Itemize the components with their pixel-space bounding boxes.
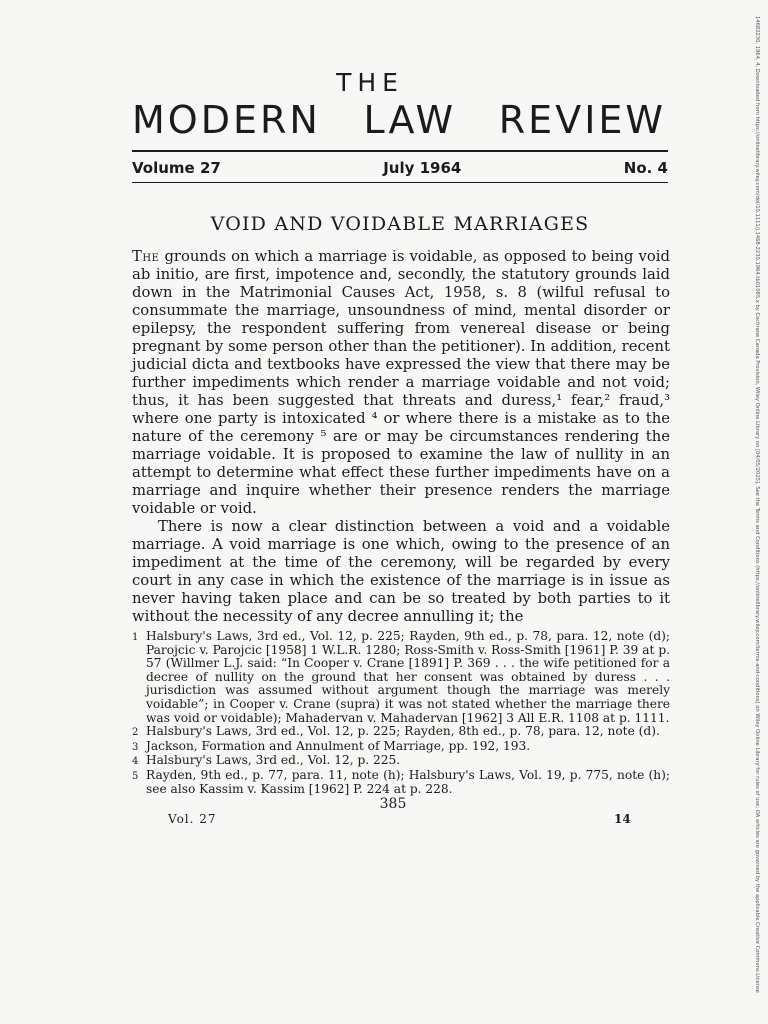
footer-signature: 14 (614, 812, 631, 826)
opening-word: The (132, 248, 160, 265)
masthead-the: THE (336, 68, 404, 97)
footnote (132, 754, 670, 769)
footer-volume: Vol. 27 (168, 812, 217, 826)
issue-volume: Volume 27 (132, 159, 221, 177)
footnote (132, 769, 670, 796)
article-body (132, 248, 670, 626)
footnote-text: Jackson, Formation and Annulment of Marriage, pp. 192, 193. (146, 738, 531, 753)
footnote-text: Halsbury's Laws, 3rd ed., Vol. 12, p. 225; Rayden, 8th ed., p. 78, para. 12, note (d). (146, 724, 660, 739)
header-rule-top (132, 150, 668, 152)
footnote (132, 740, 670, 755)
paragraph-1-text: grounds on which a marriage is voidable, as opposed to being void ab initio, are first, impotence and, secondly, the statutory grounds laid down in the Matrimonial Causes Act, 1958, s. 8 (wilful refusal to consummate the marriage, unsoundness of mind, mental disorder or epilepsy, the respondent suffering from venereal disease or being pregnant by some person other than the petitioner). In addition, recent judicial dicta and textbooks have expressed the view that there may be further impediments which render a marriage voidable and not void; thus, it has been suggested that threats and duress,¹ fear,² fraud,³ where one party is intoxicated ⁴ or where there is a mistake as to the nature of the ceremony ⁵ are or may be circumstances rendering the marriage voidable. It is proposed to examine the law of nullity in an attempt to determine what effect these further impediments have on a marriage and inquire whether their presence renders the marriage voidable or void. (132, 248, 670, 517)
page-number: 385 (379, 796, 407, 812)
footnote-text: Halsbury's Laws, 3rd ed., Vol. 12, p. 225. (146, 753, 401, 768)
paragraph-1 (132, 248, 670, 518)
footnote (132, 725, 670, 740)
footnote-number: 3 (132, 741, 139, 753)
download-notice (742, 12, 764, 1012)
issue-info (132, 157, 668, 179)
journal-title-word-1: MODERN (132, 98, 321, 142)
footnote-number: 2 (132, 727, 139, 739)
issue-number: No. 4 (623, 159, 668, 177)
issue-date: July 1964 (383, 159, 462, 177)
journal-title-word-3: REVIEW (498, 98, 666, 142)
footnote-number: 5 (132, 770, 139, 782)
footnote-number: 1 (132, 632, 139, 643)
footnote (132, 630, 670, 725)
paragraph-2: There is now a clear distinction between a void and a voidable marriage. A void marriage is one which, owing to the presence of an impediment at the time of the ceremony, will be regarded by every court in any case in which the existence of the marriage is in issue as never having taken place and can be so treated by both parties to it without the necessity of any decree annulling it; the (132, 518, 670, 625)
footnote-text: Rayden, 9th ed., p. 77, para. 11, note (h); Halsbury's Laws, Vol. 19, p. 775, note (h); see also Kassim v. Kassim [1962] P. 224 at p. 228. (146, 767, 670, 796)
footnotes (132, 630, 670, 796)
journal-title (132, 97, 666, 143)
footnote-number: 4 (132, 756, 139, 768)
header-rule-bottom (132, 182, 668, 183)
download-notice-text: 14682230, 1964, 4, Downloaded from https://onlinelibrary.wiley.com/doi/10.1111/j.1468-2230.1964.tb01085.x by Cochrane Canada Provision, Wiley Online Library on [04/05/2025]. See the Terms and Conditions (https://onlinelibrary.wiley.com/terms-and-conditions) on Wiley Online Library for rules of use; OA articles are governed by the applicable Creative Commons License (754, 16, 760, 993)
footnote-text: Halsbury's Laws, 3rd ed., Vol. 12, p. 225; Rayden, 9th ed., p. 78, para. 12, note (d); Parojcic v. Parojcic [1958] 1 W.L.R. 1280; Ross-Smith v. Ross-Smith [1961] P. 39 at p. 57 (Willmer L.J. said: “In Cooper v. Crane [1891] P. 369 . . . the wife petitioned for a decree of nullity on the ground that her consent was obtained by duress . . . jurisdiction was assumed without argument though the marriage was merely voidable”; in Cooper v. Crane (supra) it was not stated whether the marriage there was void or voidable); Mahadervan v. Mahadervan [1962] 3 All E.R. 1108 at p. 1111. (146, 629, 670, 725)
journal-title-word-2: LAW (363, 98, 457, 142)
article-title: VOID AND VOIDABLE MARRIAGES (210, 213, 590, 235)
